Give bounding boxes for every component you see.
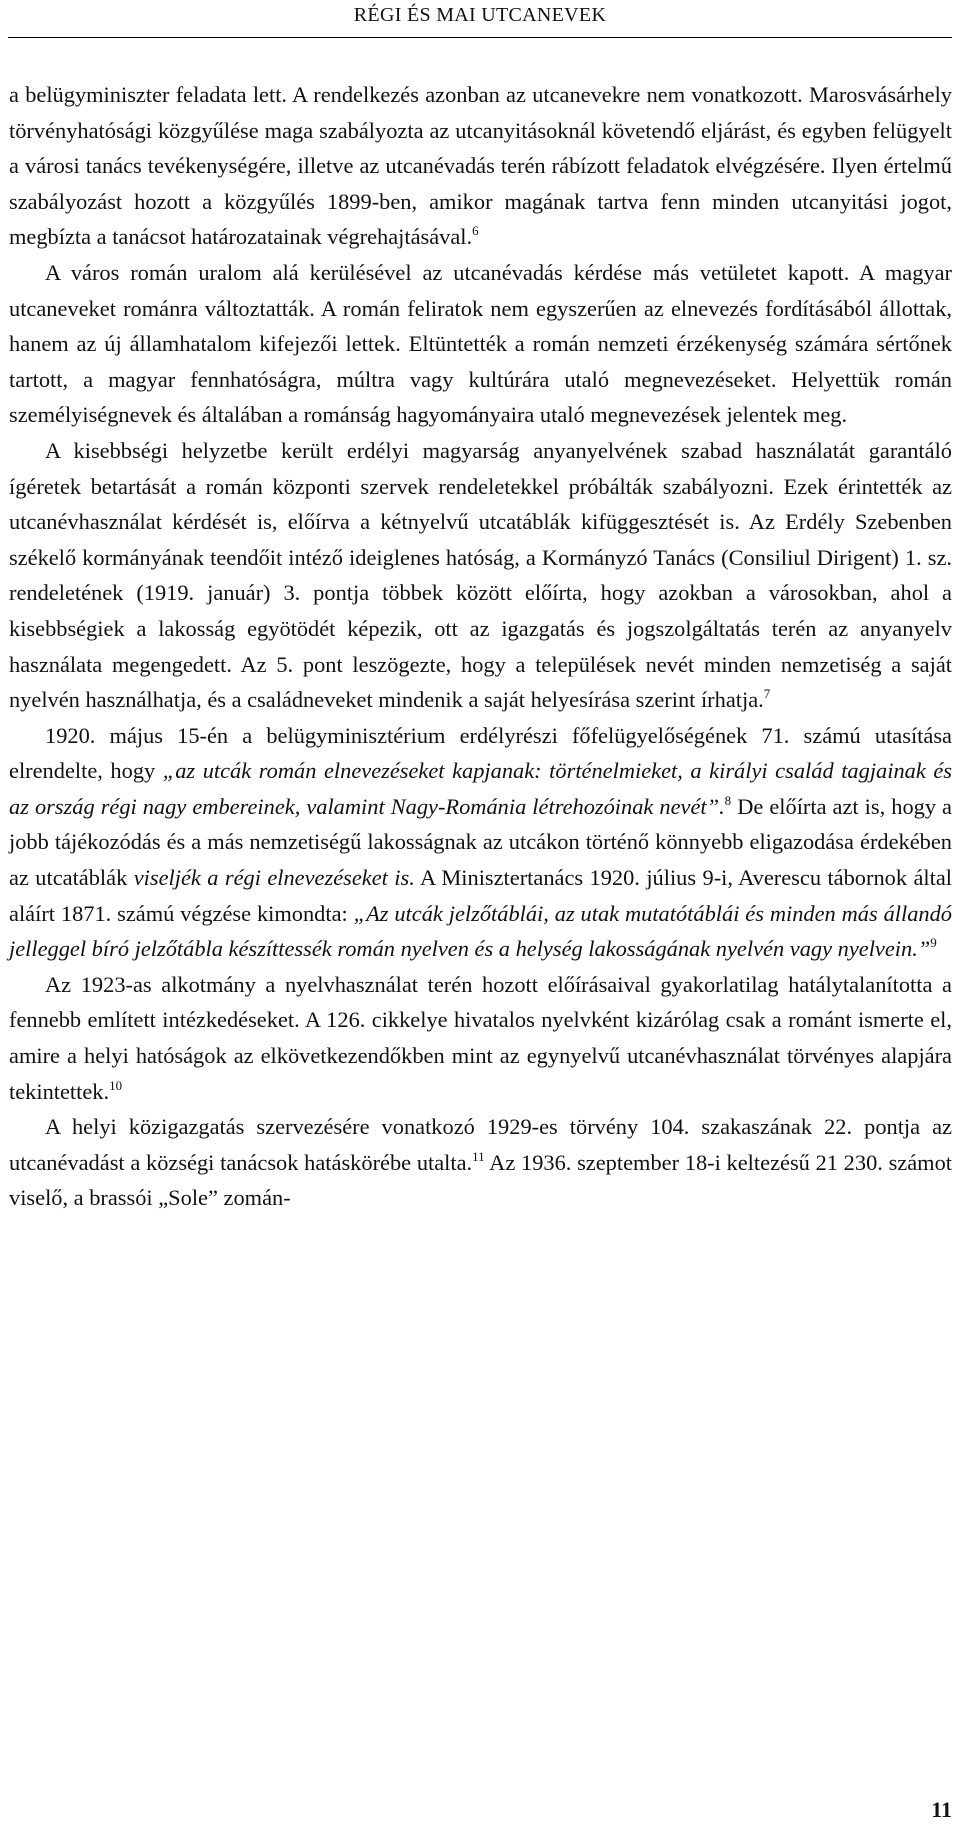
footnote-marker: 7 xyxy=(763,686,771,702)
footnote-marker: 6 xyxy=(472,223,479,239)
header-rule xyxy=(8,37,952,38)
text-run: Az 1936. szeptember 18-i keltezésű 21 230. számot viselő, a brassói „Sole” zomán- xyxy=(9,1149,953,1211)
italic-quote: „Az utcák jelzőtáblái, az utak mutatótáblái és minden más állandó jelleggel bíró jelzőtábla készíttessék román nyelven és a helység lakosságának nyelvén vagy nyelvein.” xyxy=(9,900,953,962)
footnote-marker: 8 xyxy=(724,792,732,808)
text-run: De előírta azt is, hogy a jobb tájékozódás és a más nemzetiségű lakosságnak az utcákon történő könnyebb eligazodása érdekében az utcatáblák xyxy=(9,793,952,891)
text-run: A helyi közigazgatás szervezésére vonatkozó 1929-es törvény 104. szakaszának 22. pontja az utcanévadást a községi tanácsok hatáskörébe utalta. xyxy=(9,1114,952,1175)
text-run: Az 1923-as alkotmány a nyelvhasználat terén hozott előírásaival gyakorlatilag hatálytalanította a fennebb említett intézkedéseket. A 126. cikkelye hivatalos nyelvként kizárólag csak a románt ismerte el, amire a helyi hatóságok az elkövetkezendőkben mint az egynyelvű utcanévhasználat törvényes alapjára tekintettek. xyxy=(9,971,952,1104)
text-run: A kisebbségi helyzetbe került erdélyi magyarság anyanyelvének szabad használatát garantáló ígéretek betartását a román központi szervek rendeletekkel próbálták szabályozni. Ezek érintették az utcanévhasználat kérdését is, előírva a kétnyelvű utcatáblák kifüggesztését is. Az Erdély Szebenben székelő kormányának teendőit intéző ideiglenes hatóság, a Kormányzó Tanács (Consiliul Dirigent) 1. sz. rendeletének (1919. január) 3. pontja többek között előírta, hogy azokban a városokban, ahol a kisebbségiek a lakosság egyötödét képezik, ott az igazgatás és jogszolgáltatás terén az anyanyelv használata megengedett. Az 5. pont leszögezte, hogy a települések nevét minden nemzetiség a saját nyelvén használhatja, és a családneveket mindenik a saját helyesírása szerint írhatja. xyxy=(9,437,952,713)
paragraph xyxy=(9,967,952,1109)
paragraph xyxy=(9,433,952,718)
text-run: a belügyminiszter feladata lett. A rendelkezés azonban az utcanevekre nem vonatkozott. Marosvásárhely törvényhatósági közgyűlése maga szabályozta az utcanyitásoknál követendő eljárást, és egyben felügyelt a városi tanács tevékenységére, illetve az utcanévadás terén rábízott feladatok elvégzésére. Ilyen értelmű szabályozást hozott a közgyűlés 1899-ben, amikor magának tartva fenn minden utcanyitási jogot, megbízta a tanácsot határozatainak végrehajtásával. xyxy=(9,82,952,250)
document-body xyxy=(9,77,952,1216)
page-number: 11 xyxy=(931,1797,952,1822)
footnote-marker: 11 xyxy=(472,1148,485,1164)
text-run: 1920. május 15-én a belügyminisztérium erdélyrészi főfelügyelőségének 71. számú utasítása elrendelte, hogy xyxy=(9,722,952,784)
italic-quote: viseljék a régi elnevezéseket is. xyxy=(133,865,415,891)
footnote-marker: 10 xyxy=(109,1077,123,1093)
text-run: A Minisztertanács 1920. július 9-i, Averescu tábornok által aláírt 1871. számú végzése kimondta: xyxy=(9,865,952,926)
running-header: RÉGI ÉS MAI UTCANEVEK xyxy=(353,4,607,26)
paragraph xyxy=(9,77,952,255)
paragraph xyxy=(9,255,952,433)
italic-quote: „az utcák román elnevezéseket kapjanak: történelmieket, a királyi család tagjainak és az ország régi nagy embereinek, valamint Nagy-Románia létrehozóinak nevét”. xyxy=(9,758,953,819)
paragraph xyxy=(9,718,952,967)
paragraph xyxy=(9,1109,952,1216)
text-run: A város román uralom alá kerülésével az utcanévadás kérdése más vetületet kapott. A magyar utcaneveket románra változtatták. A román feliratok nem egyszerűen az elnevezés fordításából állottak, hanem az új államhatalom kifejezői lettek. Eltüntették a román nemzeti érzékenység számára sértőnek tartott, a magyar fennhatóságra, múltra vagy kultúrára utaló megnevezéseket. Helyettük román személyiségnevek és általában a románság hagyományaira utaló megnevezések jelentek meg. xyxy=(9,259,952,428)
footnote-marker: 9 xyxy=(930,935,937,951)
